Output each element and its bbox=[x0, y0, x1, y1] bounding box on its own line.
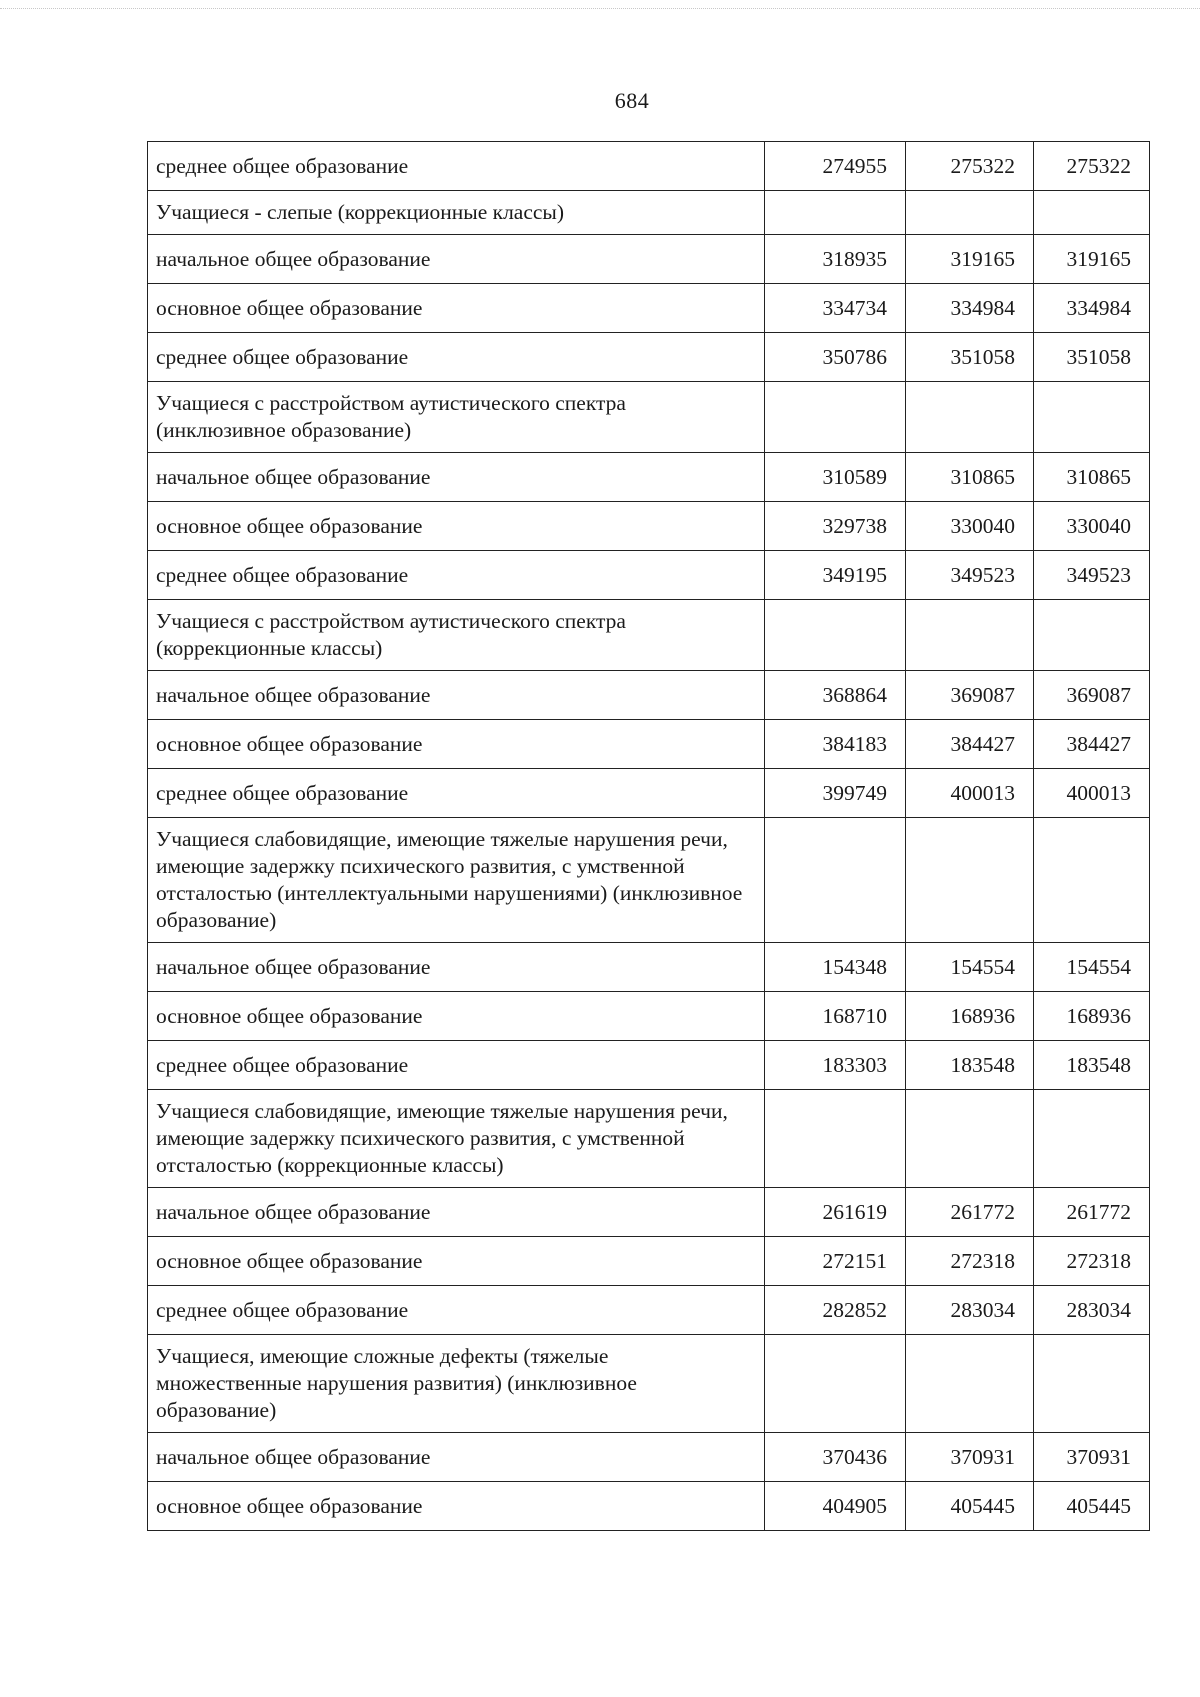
value-cell-3 bbox=[1034, 1090, 1150, 1188]
table-row bbox=[148, 235, 1150, 284]
value-cell-3: 405445 bbox=[1034, 1482, 1150, 1531]
value-cell-1 bbox=[765, 1090, 906, 1188]
value-cell-1: 368864 bbox=[765, 671, 906, 720]
group-label-cell: Учащиеся с расстройством аутистического спектра (коррекционные классы) bbox=[148, 600, 765, 671]
level-label-cell: начальное общее образование bbox=[148, 1433, 765, 1482]
level-label-cell: основное общее образование bbox=[148, 720, 765, 769]
value-cell-2: 319165 bbox=[906, 235, 1034, 284]
value-cell-1: 399749 bbox=[765, 769, 906, 818]
value-cell-3: 334984 bbox=[1034, 284, 1150, 333]
value-cell-2: 351058 bbox=[906, 333, 1034, 382]
page-number: 684 bbox=[614, 88, 650, 113]
level-label-cell: среднее общее образование bbox=[148, 142, 765, 191]
table-row bbox=[148, 769, 1150, 818]
value-cell-1: 350786 bbox=[765, 333, 906, 382]
level-label-cell: основное общее образование bbox=[148, 284, 765, 333]
table-row bbox=[148, 1433, 1150, 1482]
table-row bbox=[148, 1286, 1150, 1335]
table-body bbox=[148, 142, 1150, 1531]
value-cell-2: 275322 bbox=[906, 142, 1034, 191]
group-label-cell: Учащиеся с расстройством аутистического спектра (инклюзивное образование) bbox=[148, 382, 765, 453]
level-label-cell: начальное общее образование bbox=[148, 235, 765, 284]
table-row bbox=[148, 1041, 1150, 1090]
table-row bbox=[148, 551, 1150, 600]
value-cell-3: 154554 bbox=[1034, 943, 1150, 992]
value-cell-3 bbox=[1034, 382, 1150, 453]
value-cell-2: 154554 bbox=[906, 943, 1034, 992]
value-cell-2: 334984 bbox=[906, 284, 1034, 333]
level-label-cell: начальное общее образование bbox=[148, 1188, 765, 1237]
table-row bbox=[148, 943, 1150, 992]
level-label-cell: среднее общее образование bbox=[148, 551, 765, 600]
table-group-row bbox=[148, 600, 1150, 671]
level-label-cell: среднее общее образование bbox=[148, 1041, 765, 1090]
value-cell-2 bbox=[906, 1335, 1034, 1433]
table-group-row bbox=[148, 382, 1150, 453]
group-label-cell: Учащиеся слабовидящие, имеющие тяжелые нарушения речи, имеющие задержку психического развития, с умственной отсталостью (коррекционные классы) bbox=[148, 1090, 765, 1188]
table-row bbox=[148, 142, 1150, 191]
level-label-cell: основное общее образование bbox=[148, 992, 765, 1041]
level-label-cell: основное общее образование bbox=[148, 1482, 765, 1531]
value-cell-3: 384427 bbox=[1034, 720, 1150, 769]
table-group-row bbox=[148, 1090, 1150, 1188]
funding-table bbox=[147, 141, 1150, 1531]
level-label-cell: начальное общее образование bbox=[148, 943, 765, 992]
value-cell-2: 349523 bbox=[906, 551, 1034, 600]
value-cell-1: 329738 bbox=[765, 502, 906, 551]
value-cell-1: 334734 bbox=[765, 284, 906, 333]
table-row bbox=[148, 502, 1150, 551]
value-cell-2 bbox=[906, 818, 1034, 943]
value-cell-3: 272318 bbox=[1034, 1237, 1150, 1286]
value-cell-3: 283034 bbox=[1034, 1286, 1150, 1335]
value-cell-2: 283034 bbox=[906, 1286, 1034, 1335]
value-cell-2: 405445 bbox=[906, 1482, 1034, 1531]
value-cell-1: 261619 bbox=[765, 1188, 906, 1237]
value-cell-1: 272151 bbox=[765, 1237, 906, 1286]
value-cell-1: 168710 bbox=[765, 992, 906, 1041]
level-label-cell: среднее общее образование bbox=[148, 333, 765, 382]
value-cell-3: 349523 bbox=[1034, 551, 1150, 600]
value-cell-3: 261772 bbox=[1034, 1188, 1150, 1237]
value-cell-3 bbox=[1034, 818, 1150, 943]
level-label-cell: среднее общее образование bbox=[148, 1286, 765, 1335]
value-cell-1 bbox=[765, 382, 906, 453]
value-cell-3 bbox=[1034, 600, 1150, 671]
table-group-row bbox=[148, 191, 1150, 235]
value-cell-1: 310589 bbox=[765, 453, 906, 502]
value-cell-2 bbox=[906, 600, 1034, 671]
value-cell-3: 310865 bbox=[1034, 453, 1150, 502]
value-cell-1: 154348 bbox=[765, 943, 906, 992]
value-cell-2: 168936 bbox=[906, 992, 1034, 1041]
value-cell-1 bbox=[765, 191, 906, 235]
scan-edge-line bbox=[0, 8, 1200, 9]
value-cell-3 bbox=[1034, 191, 1150, 235]
value-cell-3: 183548 bbox=[1034, 1041, 1150, 1090]
value-cell-3 bbox=[1034, 1335, 1150, 1433]
group-label-cell: Учащиеся слабовидящие, имеющие тяжелые нарушения речи, имеющие задержку психического развития, с умственной отсталостью (интеллектуальными нарушениями) (инклюзивное образование) bbox=[148, 818, 765, 943]
table-row bbox=[148, 720, 1150, 769]
table-row bbox=[148, 1482, 1150, 1531]
value-cell-1 bbox=[765, 818, 906, 943]
table-row bbox=[148, 1237, 1150, 1286]
value-cell-1: 384183 bbox=[765, 720, 906, 769]
value-cell-1: 370436 bbox=[765, 1433, 906, 1482]
value-cell-2 bbox=[906, 1090, 1034, 1188]
value-cell-2: 183548 bbox=[906, 1041, 1034, 1090]
value-cell-2: 330040 bbox=[906, 502, 1034, 551]
value-cell-1: 404905 bbox=[765, 1482, 906, 1531]
value-cell-3: 351058 bbox=[1034, 333, 1150, 382]
value-cell-1: 318935 bbox=[765, 235, 906, 284]
level-label-cell: среднее общее образование bbox=[148, 769, 765, 818]
table-row bbox=[148, 333, 1150, 382]
table-row bbox=[148, 992, 1150, 1041]
value-cell-1: 349195 bbox=[765, 551, 906, 600]
value-cell-1: 274955 bbox=[765, 142, 906, 191]
value-cell-3: 168936 bbox=[1034, 992, 1150, 1041]
value-cell-1 bbox=[765, 1335, 906, 1433]
level-label-cell: начальное общее образование bbox=[148, 671, 765, 720]
value-cell-1: 282852 bbox=[765, 1286, 906, 1335]
group-label-cell: Учащиеся, имеющие сложные дефекты (тяжелые множественные нарушения развития) (инклюзивное образование) bbox=[148, 1335, 765, 1433]
value-cell-3: 400013 bbox=[1034, 769, 1150, 818]
value-cell-3: 369087 bbox=[1034, 671, 1150, 720]
table-row bbox=[148, 284, 1150, 333]
level-label-cell: основное общее образование bbox=[148, 1237, 765, 1286]
table-row bbox=[148, 1188, 1150, 1237]
level-label-cell: основное общее образование bbox=[148, 502, 765, 551]
table-row bbox=[148, 453, 1150, 502]
value-cell-2 bbox=[906, 191, 1034, 235]
value-cell-2: 272318 bbox=[906, 1237, 1034, 1286]
value-cell-3: 275322 bbox=[1034, 142, 1150, 191]
value-cell-1 bbox=[765, 600, 906, 671]
value-cell-2: 369087 bbox=[906, 671, 1034, 720]
value-cell-2: 370931 bbox=[906, 1433, 1034, 1482]
table-group-row bbox=[148, 818, 1150, 943]
level-label-cell: начальное общее образование bbox=[148, 453, 765, 502]
table-group-row bbox=[148, 1335, 1150, 1433]
table-row bbox=[148, 671, 1150, 720]
value-cell-2 bbox=[906, 382, 1034, 453]
value-cell-1: 183303 bbox=[765, 1041, 906, 1090]
value-cell-3: 319165 bbox=[1034, 235, 1150, 284]
value-cell-3: 330040 bbox=[1034, 502, 1150, 551]
value-cell-2: 310865 bbox=[906, 453, 1034, 502]
value-cell-2: 384427 bbox=[906, 720, 1034, 769]
value-cell-2: 261772 bbox=[906, 1188, 1034, 1237]
value-cell-3: 370931 bbox=[1034, 1433, 1150, 1482]
group-label-cell: Учащиеся - слепые (коррекционные классы) bbox=[148, 191, 765, 235]
value-cell-2: 400013 bbox=[906, 769, 1034, 818]
